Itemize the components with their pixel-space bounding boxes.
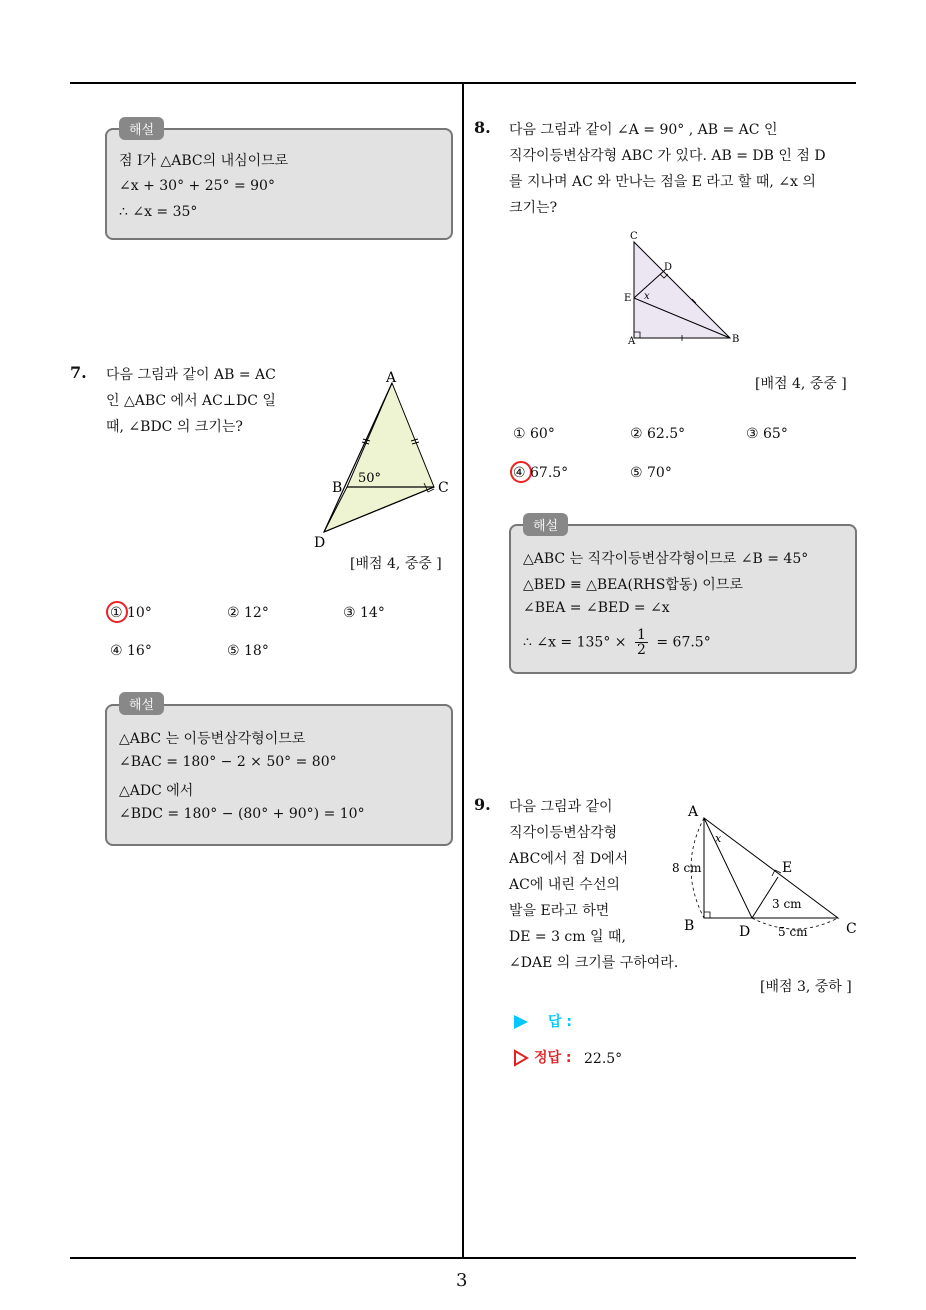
label-c: C: [846, 921, 857, 937]
label-a: A: [628, 336, 636, 347]
correct-answer-label: 정답 :: [534, 1050, 572, 1066]
q7-diagram: [310, 365, 460, 555]
label-e: E: [624, 293, 632, 304]
solution-tab: 해설: [119, 117, 164, 140]
label-angle-50: 50°: [358, 471, 382, 486]
q7-choice-4[interactable]: ④ 16°: [110, 643, 152, 659]
solution-line-fraction: [523, 628, 711, 657]
label-e: E: [782, 860, 793, 876]
q7-choice-2[interactable]: ② 12°: [227, 605, 269, 621]
label-5cm: 5 cm: [778, 925, 808, 939]
solution-line: 점 I가 △ABC의 내심이므로: [119, 153, 289, 169]
play-triangle-icon: [513, 1014, 529, 1030]
outline-triangle-icon: [513, 1049, 529, 1067]
solution-line: △ABC 는 이등변삼각형이므로: [119, 731, 306, 747]
solution-line: △ADC 에서: [119, 783, 194, 799]
q8-score: [배점 4, 중중 ]: [755, 376, 847, 392]
q7-choice-1[interactable]: ① 10°: [110, 605, 152, 621]
solution-text: ∴ ∠x = 135° ×: [523, 634, 627, 651]
solution-line: △BED ≡ △BEA(RHS합동) 이므로: [523, 577, 743, 593]
label-a: A: [688, 804, 699, 820]
fraction: [635, 628, 648, 657]
solution-line: ∴ ∠x = 35°: [119, 204, 198, 220]
question-number-7: 7.: [70, 363, 87, 382]
answer-label: 답 :: [548, 1014, 572, 1030]
q7-line-1: [106, 366, 276, 384]
label-b: B: [332, 480, 343, 496]
label-b: B: [684, 918, 695, 934]
label-c: C: [630, 231, 638, 242]
q8-diagram: [618, 228, 748, 350]
line-ad: [704, 818, 752, 918]
q8-choice-4[interactable]: ④ 67.5°: [513, 465, 569, 481]
solution-box-q8: [509, 524, 857, 674]
q9-line-4: AC에 내린 수선의: [509, 877, 620, 893]
label-3cm: 3 cm: [772, 897, 802, 911]
q8-choice-5[interactable]: ⑤ 70°: [630, 465, 672, 481]
solution-text: = 67.5°: [656, 634, 711, 651]
q8-choice-3[interactable]: ③ 65°: [746, 426, 788, 442]
solution-line: ∠BDC = 180° − (80° + 90°) = 10°: [119, 806, 365, 822]
q9-line-3: ABC에서 점 D에서: [509, 851, 629, 867]
solution-line: △ABC 는 직각이등변삼각형이므로 ∠B = 45°: [523, 551, 809, 567]
label-c: C: [438, 480, 449, 496]
q7-choice-3[interactable]: ③ 14°: [343, 605, 385, 621]
fraction-numerator: 1: [636, 627, 646, 643]
label-a: A: [386, 370, 397, 386]
correct-answer-value: 22.5°: [584, 1051, 623, 1067]
label-8cm: 8 cm: [672, 861, 702, 875]
q8-choice-2[interactable]: ② 62.5°: [630, 426, 686, 442]
solution-line: ∠x + 30° + 25° = 90°: [119, 178, 275, 194]
q8-line-2: 직각이등변삼각형 ABC 가 있다. AB = DB 인 점 D: [509, 148, 826, 164]
label-b: B: [732, 334, 740, 345]
q7-choice-5[interactable]: ⑤ 18°: [227, 643, 269, 659]
label-d: D: [739, 924, 751, 940]
label-d: D: [314, 535, 326, 551]
q8-line-1: 다음 그림과 같이 ∠A = 90° , AB = AC 인: [509, 122, 778, 138]
solution-box-q7: [105, 704, 453, 846]
q9-line-1: 다음 그림과 같이: [509, 799, 613, 815]
question-number-9: 9.: [474, 795, 491, 814]
question-number-8: 8.: [474, 118, 491, 137]
triangle-abc: [634, 242, 730, 338]
right-angle-mark-e: [772, 870, 781, 876]
solution-box-prev: [105, 128, 453, 240]
solution-line: ∠BEA = ∠BED = ∠x: [523, 600, 670, 616]
q9-line-2: 직각이등변삼각형: [509, 825, 618, 841]
q7-line-3: 때, ∠BDC 의 크기는?: [106, 419, 243, 435]
solution-tab: 해설: [523, 513, 568, 536]
q7-text: 다음 그림과 같이 AB = AC: [106, 367, 276, 383]
q9-line-7: ∠DAE 의 크기를 구하여라.: [509, 955, 679, 971]
q8-choice-1[interactable]: ① 60°: [513, 426, 555, 442]
label-x: x: [644, 291, 650, 302]
q9-line-6: DE = 3 cm 일 때,: [509, 929, 626, 945]
q9-line-5: 발을 E라고 하면: [509, 903, 610, 919]
bottom-rule: [70, 1257, 856, 1259]
solution-line: ∠BAC = 180° − 2 × 50° = 80°: [119, 754, 337, 770]
q8-line-3: 를 지나며 AC 와 만나는 점을 E 라고 할 때, ∠x 의: [509, 174, 816, 190]
triangle-abc: [704, 818, 838, 918]
label-d: D: [664, 262, 673, 273]
q8-line-4: 크기는?: [509, 200, 558, 216]
right-angle-mark-b: [704, 912, 710, 918]
page-number: 3: [456, 1270, 468, 1291]
label-x: x: [715, 832, 722, 845]
q9-score: [배점 3, 중하 ]: [760, 979, 852, 995]
solution-tab: 해설: [119, 692, 164, 715]
q7-score: [배점 4, 중중 ]: [350, 556, 442, 572]
q7-line-2: 인 △ABC 에서 AC⊥DC 일: [106, 393, 276, 409]
q9-diagram: [668, 800, 864, 940]
fraction-denominator: 2: [636, 642, 646, 658]
column-divider: [462, 82, 464, 1258]
